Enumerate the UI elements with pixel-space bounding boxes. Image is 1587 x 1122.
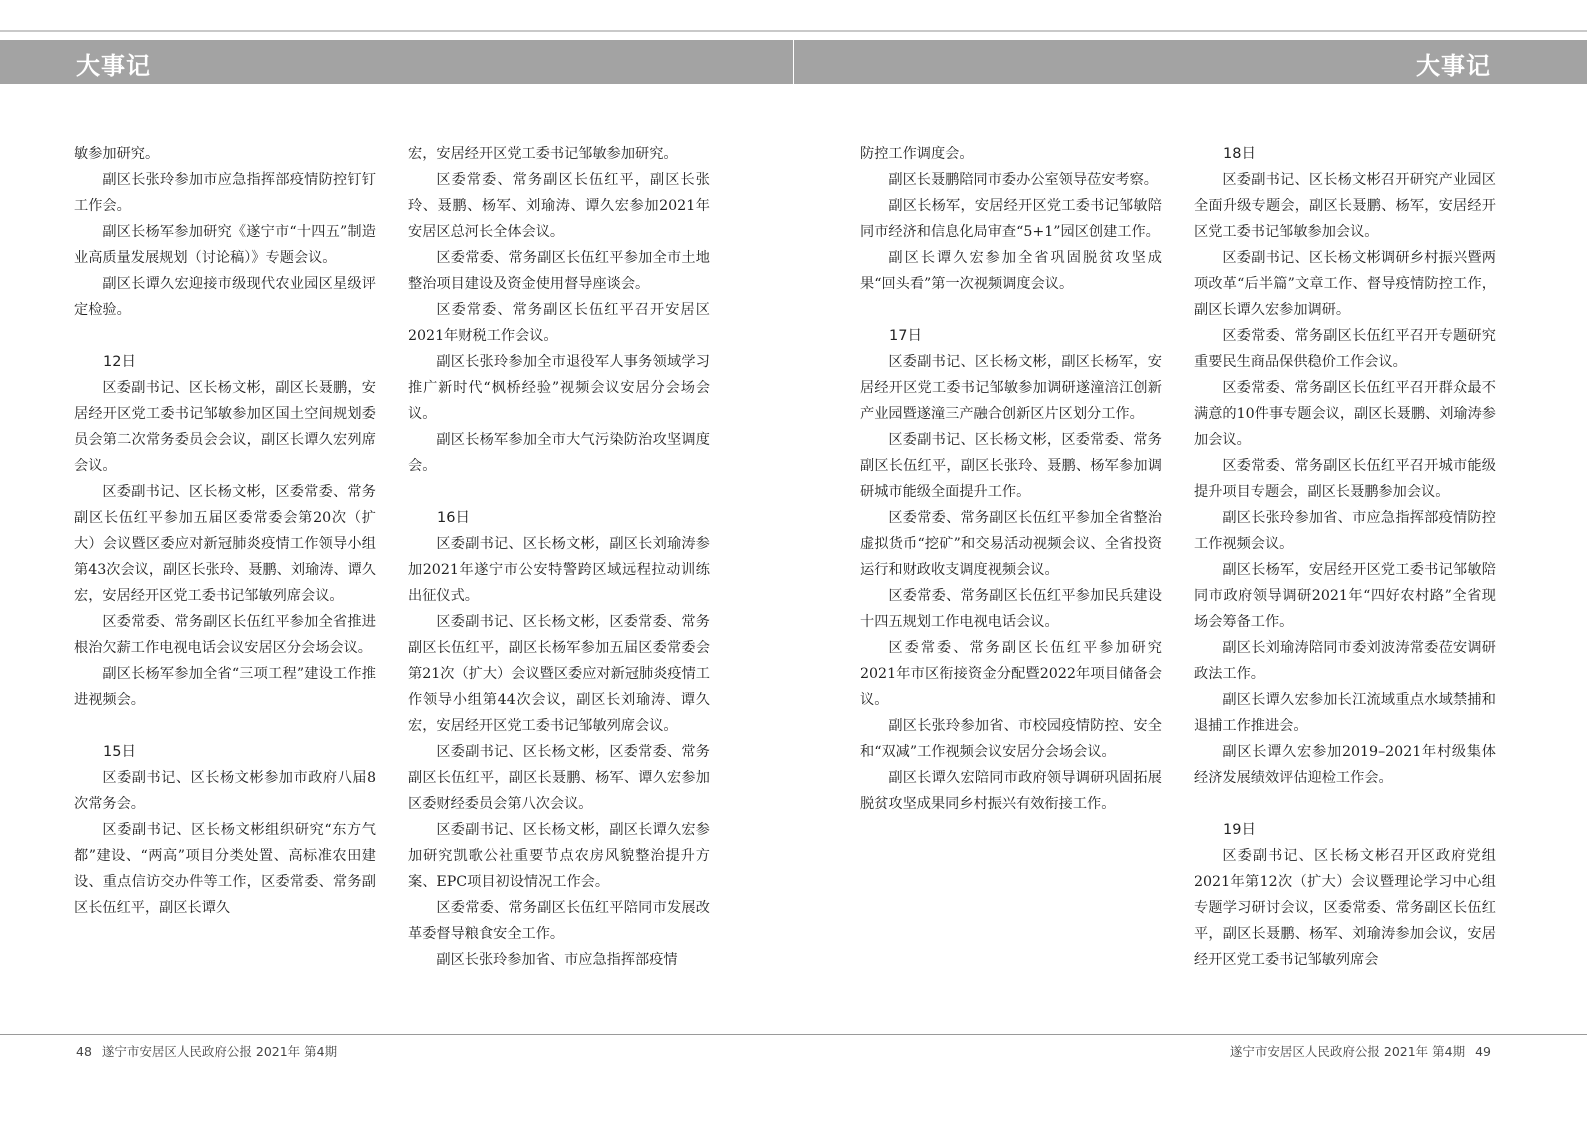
event-paragraph: 副区长谭久宏参加全省巩固脱贫攻坚成果“回头看”第一次视频调度会议。: [860, 250, 1162, 292]
event-paragraph: 区委常委、常务副区长伍红平召开专题研究重要民生商品保供稳价工作会议。: [1194, 328, 1496, 370]
event-paragraph: 副区长杨军参加全市大气污染防治攻坚调度会。: [408, 432, 710, 474]
event-paragraph: 区委常委、常务副区长伍红平参加研究2021年市区衔接资金分配暨2022年项目储备会议。: [860, 640, 1162, 708]
event-paragraph: 副区长谭久宏迎接市级现代农业园区星级评定检验。: [74, 276, 376, 318]
event-paragraph: 副区长聂鹏陪同市委办公室领导莅安考察。: [888, 172, 1158, 188]
publication-info-right: 遂宁市安居区人民政府公报 2021年 第4期: [1229, 1044, 1466, 1059]
footer-right: [1230, 1042, 1491, 1060]
text-column-4: [1194, 141, 1496, 973]
event-paragraph: 区委常委、常务副区长伍红平参加全省整治虚拟货币“挖矿”和交易活动视频会议、全省投资运行和财政收支调度视频会议。: [860, 510, 1162, 578]
text-column-2: [408, 141, 710, 973]
date-heading: 17日: [889, 328, 922, 344]
event-paragraph: 区委常委、常务副区长伍红平陪同市发展改革委督导粮食安全工作。: [408, 900, 710, 942]
event-paragraph: 区委副书记、区长杨文彬调研乡村振兴暨两项改革“后半篇”文章工作、督导疫情防控工作，副区长谭久宏参加调研。: [1194, 250, 1496, 318]
section-title-right: 大事记: [1416, 52, 1491, 80]
event-paragraph: 副区长杨军参加研究《遂宁市“十四五”制造业高质量发展规划（讨论稿）》专题会议。: [74, 224, 376, 266]
event-paragraph: 区委常委、常务副区长伍红平召开安居区2021年财税工作会议。: [408, 302, 710, 344]
event-paragraph: 副区长谭久宏陪同市政府领导调研巩固拓展脱贫攻坚成果同乡村振兴有效衔接工作。: [860, 770, 1162, 812]
bottom-rule: [0, 1034, 1587, 1035]
event-paragraph: 区委副书记、区长杨文彬，区委常委、常务副区长伍红平，副区长聂鹏、杨军、谭久宏参加区委财经委员会第八次会议。: [408, 744, 710, 812]
event-paragraph: 区委常委、常务副区长伍红平，副区长张玲、聂鹏、杨军、刘瑜涛、谭久宏参加2021年安居区总河长全体会议。: [408, 172, 710, 240]
event-paragraph: 副区长张玲参加省、市应急指挥部疫情: [436, 952, 678, 968]
event-paragraph: 区委副书记、区长杨文彬，区委常委、常务副区长伍红平参加五届区委常委会第20次（扩大）会议暨区委应对新冠肺炎疫情工作领导小组第43次会议，副区长张玲、聂鹏、刘瑜涛、谭久宏，安居经开区党工委书记邹敏列席会议。: [74, 484, 376, 604]
text-column-3: [860, 141, 1162, 817]
date-heading: 15日: [103, 744, 136, 760]
event-paragraph: 副区长张玲参加全市退役军人事务领域学习推广新时代“枫桥经验”视频会议安居分会场会议。: [408, 354, 710, 422]
event-paragraph: 区委副书记、区长杨文彬组织研究“东方气都”建设、“两高”项目分类处置、高标准农田建设、重点信访交办件等工作，区委常委、常务副区长伍红平，副区长谭久: [74, 822, 376, 916]
text-column-1: [74, 141, 376, 921]
event-paragraph: 副区长张玲参加市应急指挥部疫情防控钉钉工作会。: [74, 172, 376, 214]
event-paragraph: 区委副书记、区长杨文彬，副区长聂鹏，安居经开区党工委书记邹敏参加区国土空间规划委员会第二次常务委员会会议，副区长谭久宏列席会议。: [74, 380, 376, 474]
event-paragraph: 区委副书记、区长杨文彬，副区长杨军，安居经开区党工委书记邹敏参加调研遂潼涪江创新产业园暨遂潼三产融合创新区片区划分工作。: [860, 354, 1162, 422]
event-paragraph: 副区长杨军，安居经开区党工委书记邹敏陪同市经济和信息化局审查“5+1”园区创建工作。: [860, 198, 1162, 240]
event-paragraph: 区委常委、常务副区长伍红平召开城市能级提升项目专题会，副区长聂鹏参加会议。: [1194, 458, 1496, 500]
date-heading: 16日: [437, 510, 470, 526]
event-paragraph: 区委常委、常务副区长伍红平参加全省推进根治欠薪工作电视电话会议安居区分会场会议。: [74, 614, 376, 656]
top-rule: [0, 30, 1587, 32]
section-title-left: 大事记: [76, 52, 151, 80]
event-paragraph: 副区长张玲参加省、市应急指挥部疫情防控工作视频会议。: [1194, 510, 1496, 552]
date-heading: 18日: [1223, 146, 1256, 162]
event-paragraph: 区委常委、常务副区长伍红平参加民兵建设十四五规划工作电视电话会议。: [860, 588, 1162, 630]
event-paragraph: 区委副书记、区长杨文彬召开区政府党组2021年第12次（扩大）会议暨理论学习中心组专题学习研讨会议，区委常委、常务副区长伍红平，副区长聂鹏、杨军、刘瑜涛参加会议，安居经开区党工委书记邹敏列席会: [1194, 848, 1496, 968]
event-paragraph: 区委副书记、区长杨文彬，区委常委、常务副区长伍红平，副区长张玲、聂鹏、杨军参加调研城市能级全面提升工作。: [860, 432, 1162, 500]
date-heading: 19日: [1223, 822, 1256, 838]
event-paragraph: 区委副书记、区长杨文彬参加市政府八届8次常务会。: [74, 770, 376, 812]
page-number-left: 48: [76, 1044, 92, 1059]
date-heading: 12日: [103, 354, 136, 370]
event-paragraph: 防控工作调度会。: [860, 146, 974, 162]
event-paragraph: 副区长杨军参加全省“三项工程”建设工作推进视频会。: [74, 666, 376, 708]
event-paragraph: 宏，安居经开区党工委书记邹敏参加研究。: [408, 146, 678, 162]
event-paragraph: 副区长谭久宏参加2019–2021年村级集体经济发展绩效评估迎检工作会。: [1194, 744, 1496, 786]
event-paragraph: 副区长刘瑜涛陪同市委刘波涛常委莅安调研政法工作。: [1194, 640, 1496, 682]
footer-left: [76, 1042, 337, 1060]
event-paragraph: 区委副书记、区长杨文彬召开研究产业园区全面升级专题会，副区长聂鹏、杨军，安居经开区党工委书记邹敏参加会议。: [1194, 172, 1496, 240]
event-paragraph: 副区长张玲参加省、市校园疫情防控、安全和“双减”工作视频会议安居分会场会议。: [860, 718, 1162, 760]
event-paragraph: 区委副书记、区长杨文彬，副区长刘瑜涛参加2021年遂宁市公安特警跨区域远程拉动训练出征仪式。: [408, 536, 710, 604]
page-number-right: 49: [1475, 1044, 1491, 1059]
event-paragraph: 区委常委、常务副区长伍红平参加全市土地整治项目建设及资金使用督导座谈会。: [408, 250, 710, 292]
event-paragraph: 敏参加研究。: [74, 146, 160, 162]
event-paragraph: 副区长杨军，安居经开区党工委书记邹敏陪同市政府领导调研2021年“四好农村路”全省现场会筹备工作。: [1194, 562, 1496, 630]
event-paragraph: 区委副书记、区长杨文彬，区委常委、常务副区长伍红平，副区长杨军参加五届区委常委会第21次（扩大）会议暨区委应对新冠肺炎疫情工作领导小组第44次会议，副区长刘瑜涛、谭久宏，安居经开区党工委书记邹敏列席会议。: [408, 614, 710, 734]
event-paragraph: 副区长谭久宏参加长江流域重点水域禁捕和退捕工作推进会。: [1194, 692, 1496, 734]
publication-info-left: 遂宁市安居区人民政府公报 2021年 第4期: [101, 1044, 338, 1059]
event-paragraph: 区委常委、常务副区长伍红平召开群众最不满意的10件事专题会议，副区长聂鹏、刘瑜涛参加会议。: [1194, 380, 1496, 448]
event-paragraph: 区委副书记、区长杨文彬，副区长谭久宏参加研究凯歌公社重要节点农房风貌整治提升方案、EPC项目初设情况工作会。: [408, 822, 710, 890]
